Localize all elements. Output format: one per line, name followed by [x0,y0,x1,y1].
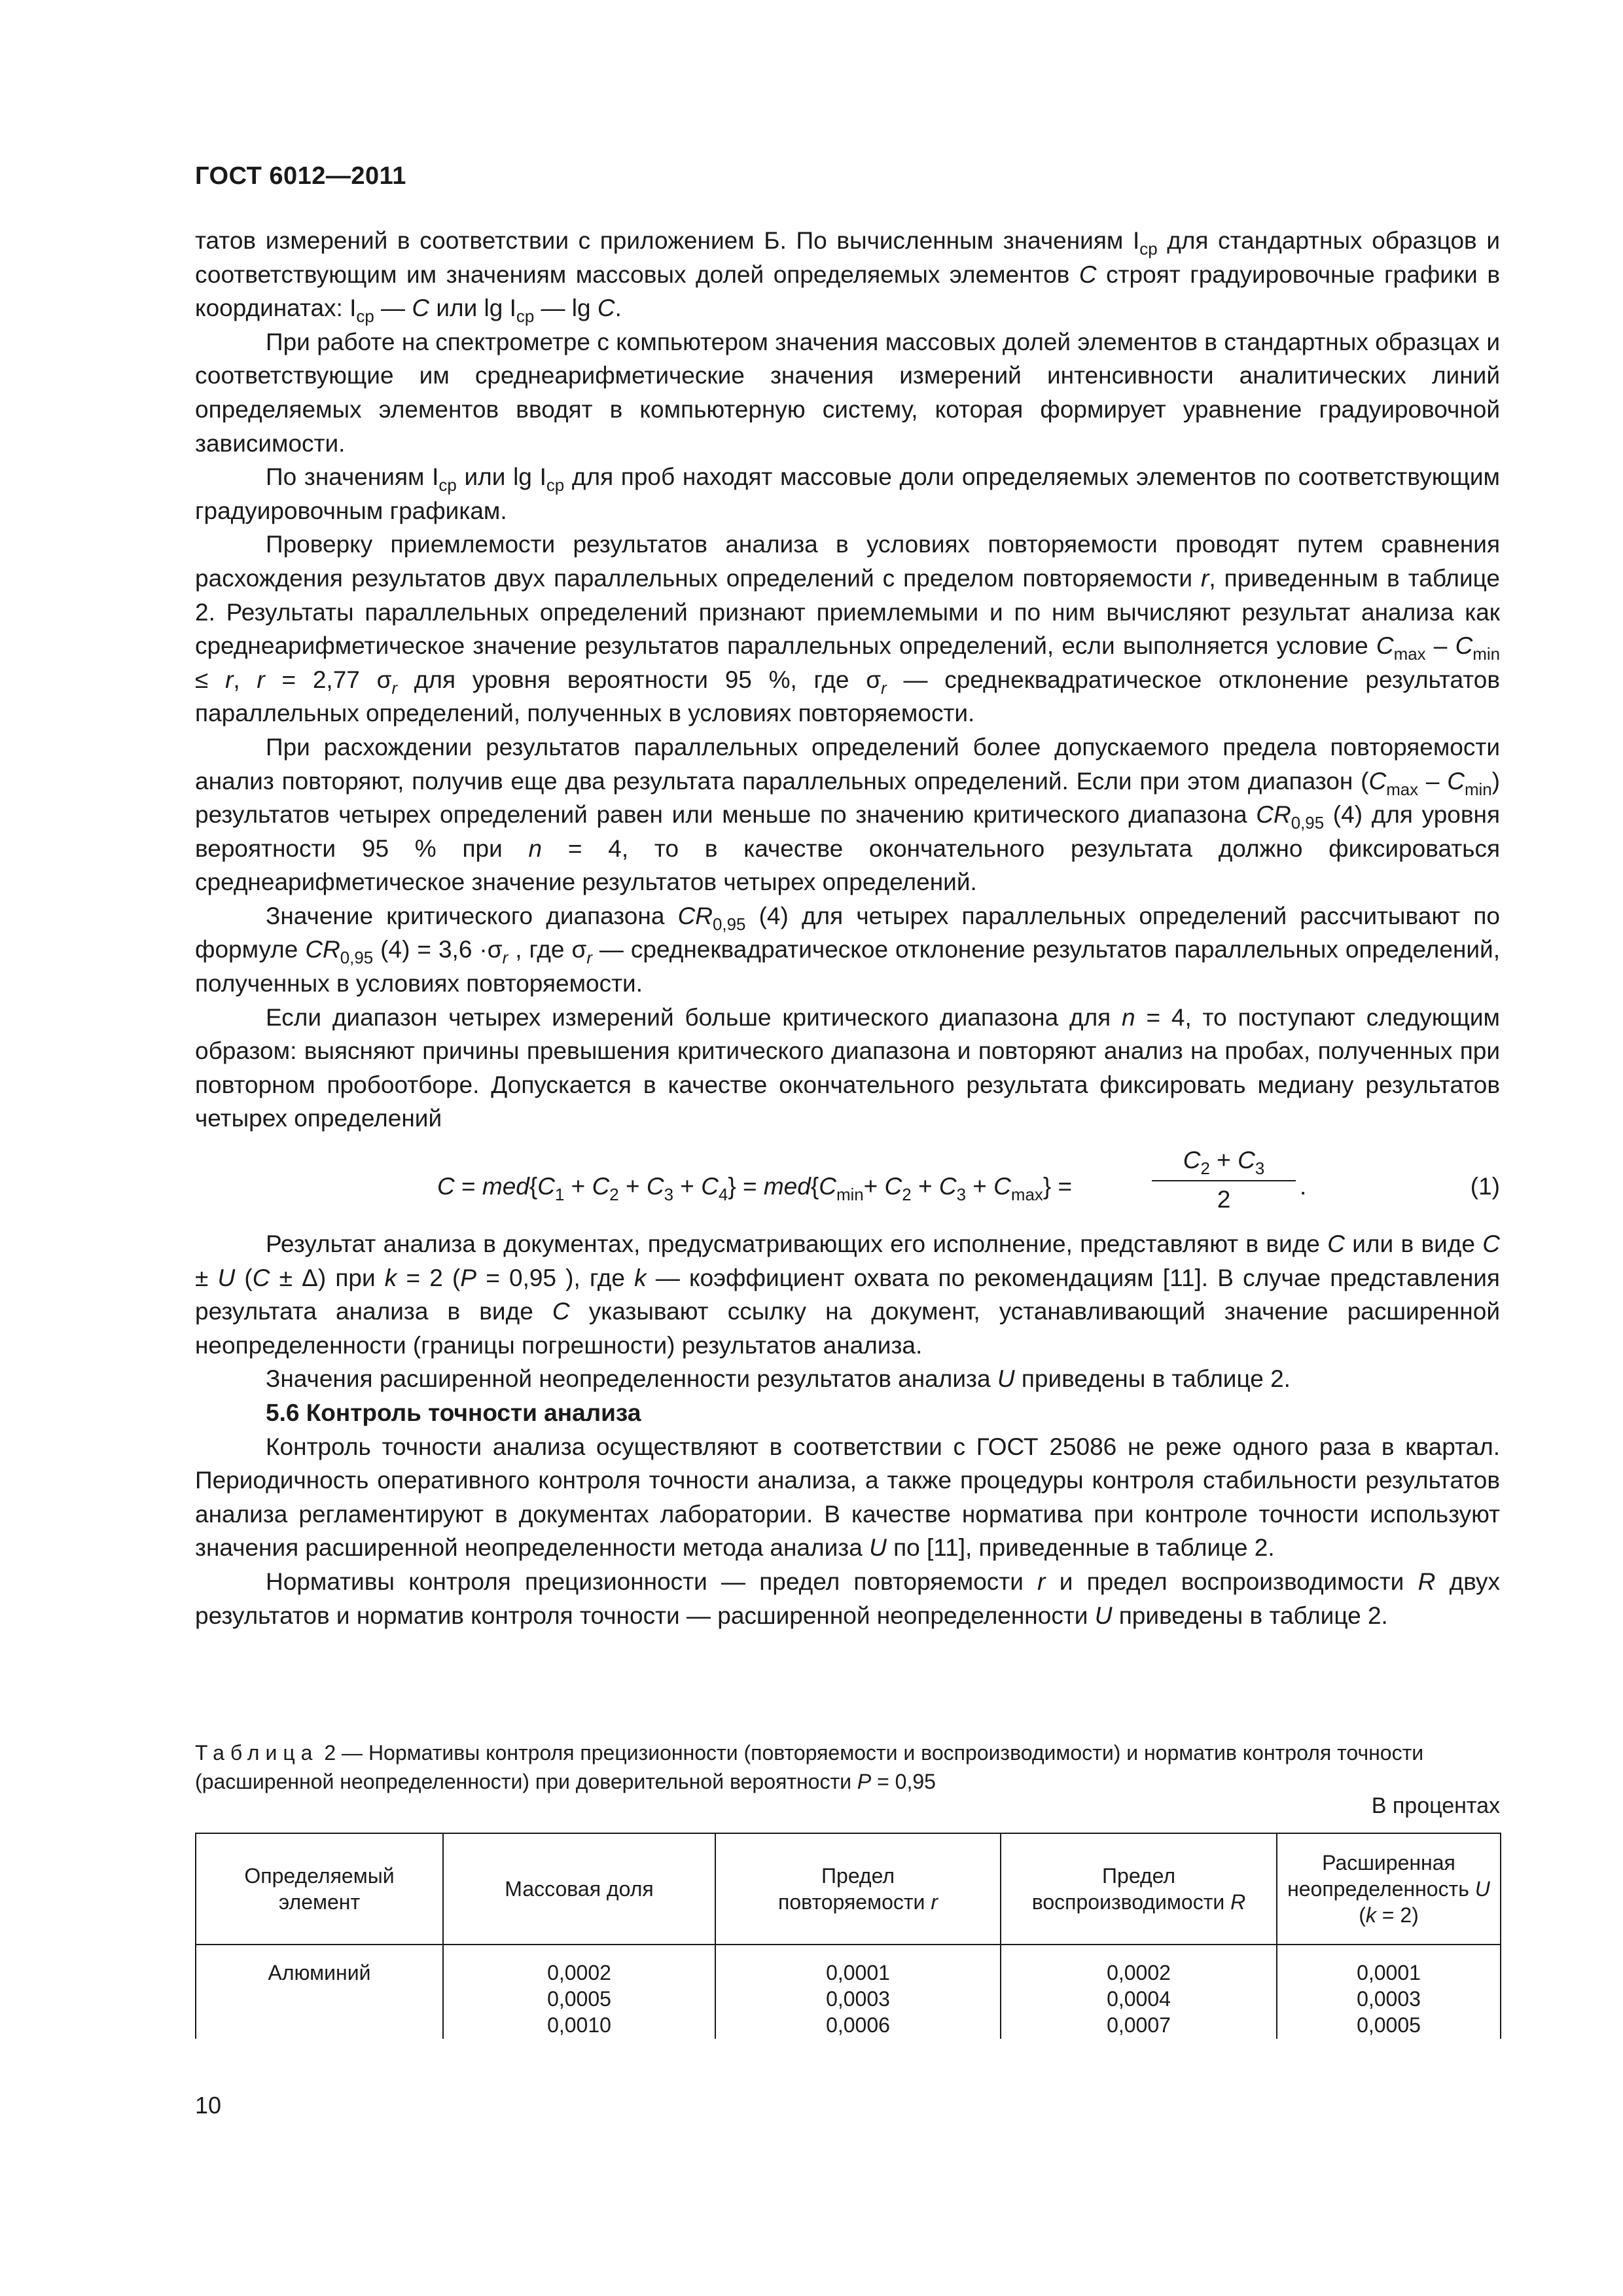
page-number: 10 [195,2092,222,2119]
header-reproducibility: Предел воспроизводимости R [1001,1833,1277,1945]
fraction-denominator: 2 [1217,1185,1231,1213]
formula-fraction [1152,1143,1296,1216]
paragraph: Если диапазон четырех измерений больше критического диапазона для n = 4, то поступают следующим образом: выясняют причины превышения критического диапазона и повторяют анализ на пробах, полученных при повторном пробоотборе. Допускается в качестве окончательного результата фиксировать медиану результатов четырех определений [195,1003,1500,1132]
paragraph: При расхождении результатов параллельных определений более допускаемого предела повторяемости анализ повторяют, получив еще два результата параллельных определений. Если при этом диапазон $(C_{max} - C_{min})$ результатов четырех определений равен или меньше по значению критического диапазона $CR_{0,95}$ (4) для уровня вероятности 95 % при n = 4, то в качестве окончательного результата должно фиксироваться среднеарифметическое значение результатов четырех определений. [195,733,1501,896]
paragraph: При работе на спектрометре с компьютером значения массовых долей элементов в стандартных образцах и соответствующие им среднеарифметические значения измерений интенсивности аналитических линий определяемых элементов вводят в компьютерную систему, которая формирует уравнение градуировочной зависимости. [195,328,1500,457]
paragraph: Значение критического диапазона $CR_{0,95}$ (4) для четырех параллельных определений рассчитывают по формуле $CR_{0,95}$ $(4) = 3,6 \cdot\sigma_r$ , где $\sigma_r$ — среднеквадратическое отклонение результатов параллельных определений, полученных в условиях повторяемости. [195,902,1501,997]
formula-number: (1) [1470,1173,1500,1200]
section-title: 5.6 Контроль точности анализа [266,1399,641,1426]
formula-period: . [1300,1173,1307,1200]
formula-expression: $C = med\{C_1 + C_2 + C_3 + C_4\} = med\{C_{min}+ C_2 + C_3 + C_{max}\}$ = [437,1173,1073,1205]
paragraph: Проверку приемлемости результатов анализа в условиях повторяемости проводят путем сравнения расхождения результатов двух параллельных определений с пределом повторяемости r, приведенным в таблице 2. Результаты параллельных определений признают приемлемыми и по ним вычисляют результат анализа как среднеарифметическое значение результатов параллельных определений, если выполняется условие $C_{max} - C_{min} \le r$, r = 2,77 $\sigma_r$ для уровня вероятности 95 %, где $\sigma_r$ — среднеквадратическое отклонение результатов параллельных определений, полученных в условиях повторяемости. [195,531,1501,727]
paragraph: Значения расширенной неопределенности результатов анализа U приведены в таблице 2. [266,1365,1291,1393]
table-units: В процентах [1371,1793,1500,1818]
formula-1 [195,1143,1500,1225]
body-text [195,224,1500,1632]
document-header: ГОСТ 6012—2011 [195,162,406,190]
cell-reproducibility: 0,0002 0,0004 0,0007 [1001,1945,1277,2039]
table-header-row [196,1833,1501,1945]
cell-repeatability: 0,0001 0,0003 0,0006 [715,1945,1001,2039]
paragraph: татов измерений в соответствии с приложением Б. По вычисленным значениям $I_{ср}$ для стандартных образцов и соответствующим им значениям массовых долей определяемых элементов C строят градуировочные графики в координатах: $I_{ср}$ — C или $\lg I_{ср}$ — lg C. [195,227,1500,327]
cell-element: Алюминий [196,1945,443,2039]
header-mass-fraction: Массовая доля [443,1833,715,1945]
fraction-numerator: $C_2 + C_3$ [1152,1143,1296,1181]
cell-mass: 0,0002 0,0005 0,0010 [443,1945,715,2039]
cell-uncertainty: 0,0001 0,0003 0,0005 [1277,1945,1501,2039]
table-row [196,1945,1501,2039]
standards-table [195,1833,1501,2039]
paragraph: Результат анализа в документах, предусматривающих его исполнение, представляют в виде C или в виде C ± U (C ± Δ) при k = 2 (P = 0,95 ), где k — коэффициент охвата по рекомендациям [11]. В случае представления результата анализа в виде C указывают ссылку на документ, устанавливающий значение расширенной неопределенности (границы погрешности) результатов анализа. [195,1230,1500,1359]
paragraph: По значениям $I_{ср}$ или $\lg I_{ср}$ для проб находят массовые доли определяемых элементов по соответствующим градуировочным графикам. [195,463,1500,524]
table-caption: Таблица 2 — Нормативы контроля прецизионности (повторяемости и воспроизводимости) и норматив контроля точности (расширенной неопределенности) при доверительной вероятности P = 0,95 [195,1741,1424,1793]
header-uncertainty: Расширенная неопределенность U (k = 2) [1277,1833,1501,1945]
header-element: Определяемый элемент [196,1833,443,1945]
paragraph: Нормативы контроля прецизионности — предел повторяемости r и предел воспроизводимости R двух результатов и норматив контроля точности — расширенной неопределенности U приведены в таблице 2. [195,1568,1501,1629]
header-repeatability: Предел повторяемости r [715,1833,1001,1945]
paragraph: Контроль точности анализа осуществляют в соответствии с ГОСТ 25086 не реже одного раза в квартал. Периодичность оперативного контроля точности анализа, а также процедуры контроля стабильности результатов анализа регламентируют в документах лаборатории. В качестве норматива при контроле точности используют значения расширенной неопределенности метода анализа U по [11], приведенные в таблице 2. [195,1433,1500,1562]
